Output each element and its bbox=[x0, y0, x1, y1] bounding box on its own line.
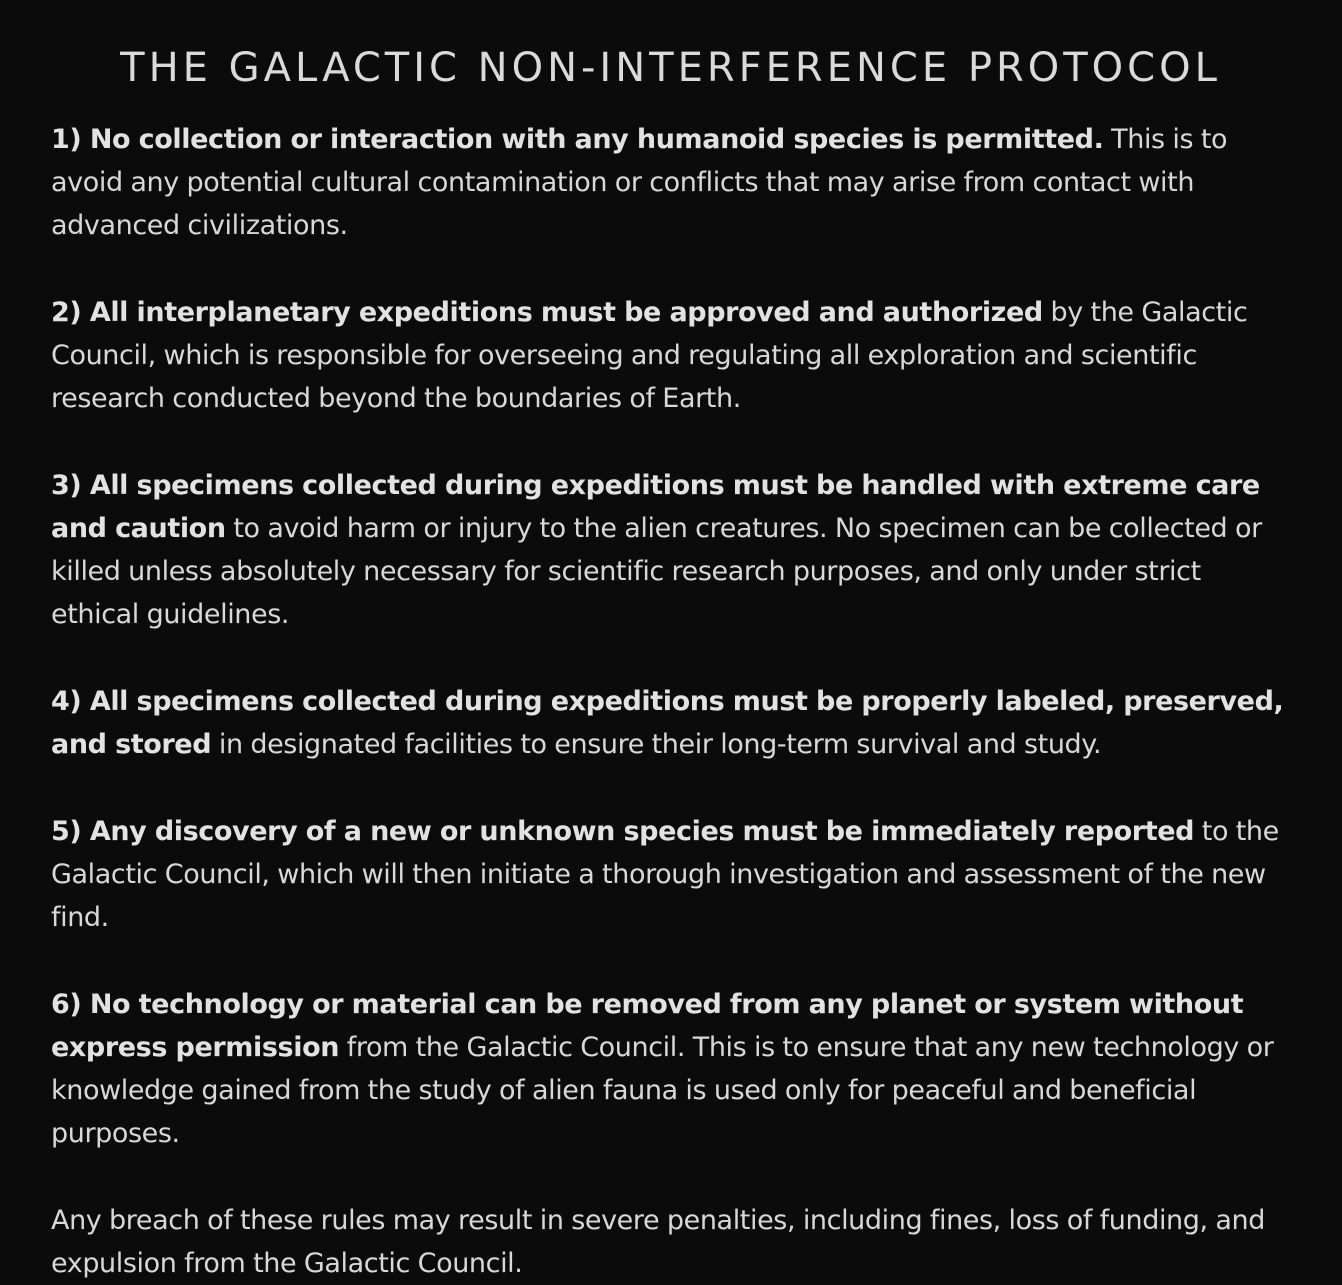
rule-2 bbox=[51, 291, 1290, 420]
rule-5-text: to the Galactic Council, which will then initiate a thorough investigation and assessment of the new find. bbox=[51, 816, 1279, 933]
rule-1-text: This is to avoid any potential cultural contamination or conflicts that may arise from contact with advanced civilizations. bbox=[51, 124, 1228, 241]
rule-6 bbox=[51, 983, 1290, 1155]
rule-3 bbox=[51, 464, 1290, 636]
rule-5 bbox=[51, 810, 1290, 939]
rule-5-heading: 5) Any discovery of a new or unknown species must be immediately reported bbox=[51, 816, 1195, 847]
rule-4 bbox=[51, 680, 1290, 766]
rule-6-text: from the Galactic Council. This is to ensure that any new technology or knowledge gained from the study of alien fauna is used only for peaceful and beneficial purposes. bbox=[51, 1032, 1274, 1149]
page-title: THE GALACTIC NON-INTERFERENCE PROTOCOL bbox=[120, 45, 1221, 91]
rule-2-heading: 2) All interplanetary expeditions must be approved and authorized bbox=[51, 297, 1043, 328]
rule-3-text: to avoid harm or injury to the alien creatures. No specimen can be collected or killed unless absolutely necessary for scientific research purposes, and only under strict ethical guidelines. bbox=[51, 513, 1262, 630]
closing-statement: Any breach of these rules may result in severe penalties, including fines, loss of funding, and expulsion from the Galactic Council. bbox=[51, 1205, 1265, 1279]
rule-4-heading: 4) All specimens collected during expeditions must be properly labeled, preserved, and stored bbox=[51, 686, 1284, 760]
rule-1 bbox=[51, 118, 1290, 247]
rule-2-text: by the Galactic Council, which is responsible for overseeing and regulating all exploration and scientific research conducted beyond the boundaries of Earth. bbox=[51, 297, 1248, 414]
rule-4-text: in designated facilities to ensure their long-term survival and study. bbox=[211, 729, 1102, 760]
rule-1-heading: 1) No collection or interaction with any humanoid species is permitted. bbox=[51, 124, 1104, 155]
rule-6-heading: 6) No technology or material can be removed from any planet or system without express permission bbox=[51, 989, 1244, 1063]
rule-3-heading: 3) All specimens collected during expeditions must be handled with extreme care and caution bbox=[51, 470, 1260, 544]
